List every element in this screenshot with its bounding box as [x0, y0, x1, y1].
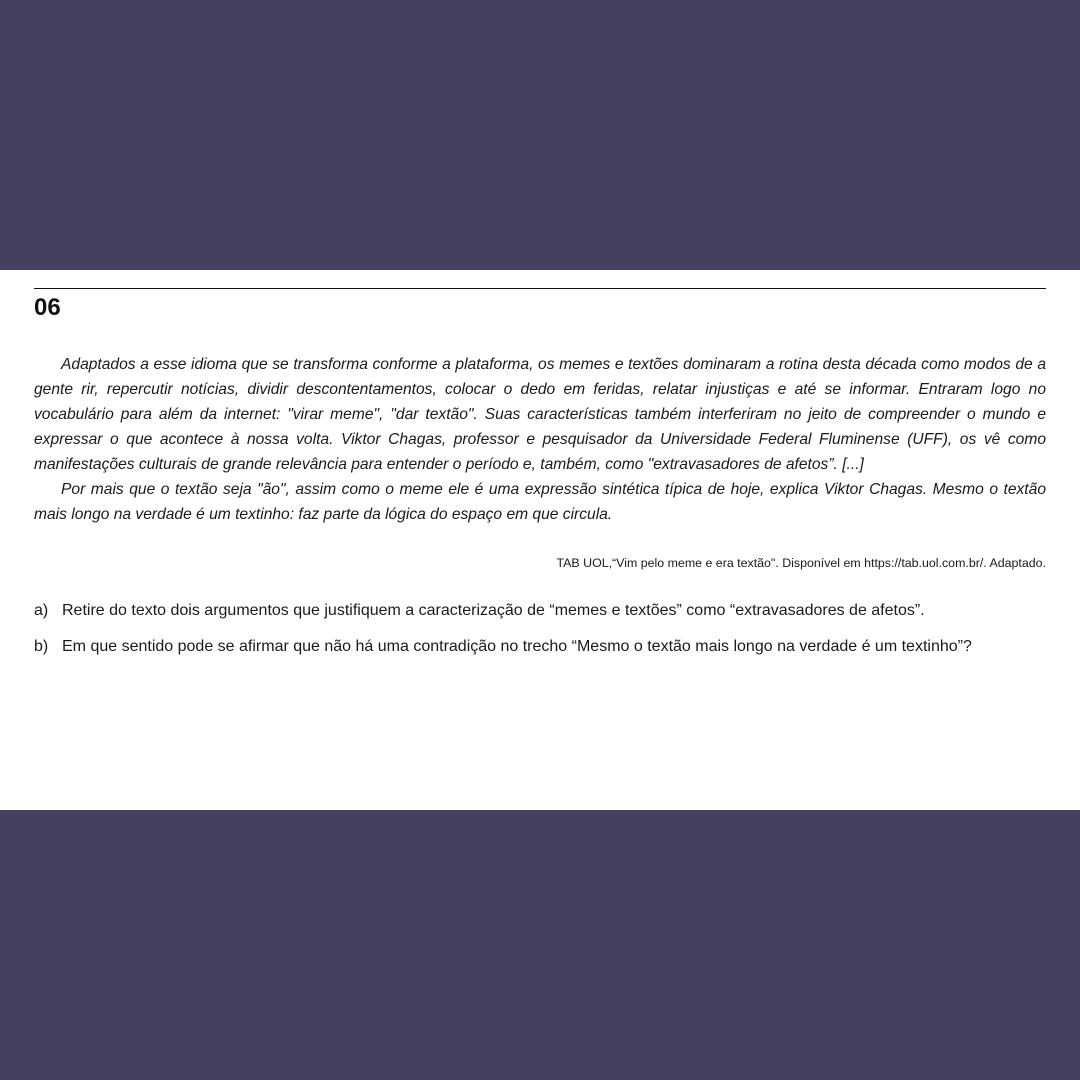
reading-passage	[34, 352, 1046, 527]
passage-paragraph-2: Por mais que o textão seja "ão", assim como o meme ele é uma expressão sintética típica de hoje, explica Viktor Chagas. Mesmo o textão mais longo na verdade é um textinho: faz parte da lógica do espaço em que circula.	[34, 481, 1046, 523]
question-item-a	[34, 598, 1046, 623]
question-number: 06	[34, 294, 61, 321]
question-text-b: Em que sentido pode se afirmar que não há uma contradição no trecho “Mesmo o textão mais longo na verdade é um textinho”?	[62, 638, 972, 655]
exam-sheet	[0, 270, 1080, 810]
source-citation: TAB UOL,“Vim pelo meme e era textão". Disponível em https://tab.uol.com.br/. Adaptado.	[556, 556, 1046, 570]
question-text-a: Retire do texto dois argumentos que justifiquem a caracterização de “memes e textões” como “extravasadores de afetos”.	[62, 602, 925, 619]
question-letter-b: b)	[34, 638, 49, 655]
question-letter-a: a)	[34, 602, 49, 619]
question-item-b	[34, 634, 1046, 659]
question-list	[34, 598, 1046, 670]
top-divider	[34, 288, 1046, 289]
passage-paragraph-1: Adaptados a esse idioma que se transforma conforme a plataforma, os memes e textões dominaram a rotina desta década como modos de a gente rir, repercutir notícias, dividir descontentamentos, colocar o dedo em feridas, relatar injustiças e até se informar. Entraram logo no vocabulário para além da internet: "virar meme", "dar textão". Suas características também interferiram no jeito de compreender o mundo e expressar o que acontece à nossa volta. Viktor Chagas, professor e pesquisador da Universidade Federal Fluminense (UFF), os vê como manifestações culturais de grande relevância para entender o período e, também, como "extravasadores de afetos”. [...]	[34, 356, 1046, 473]
